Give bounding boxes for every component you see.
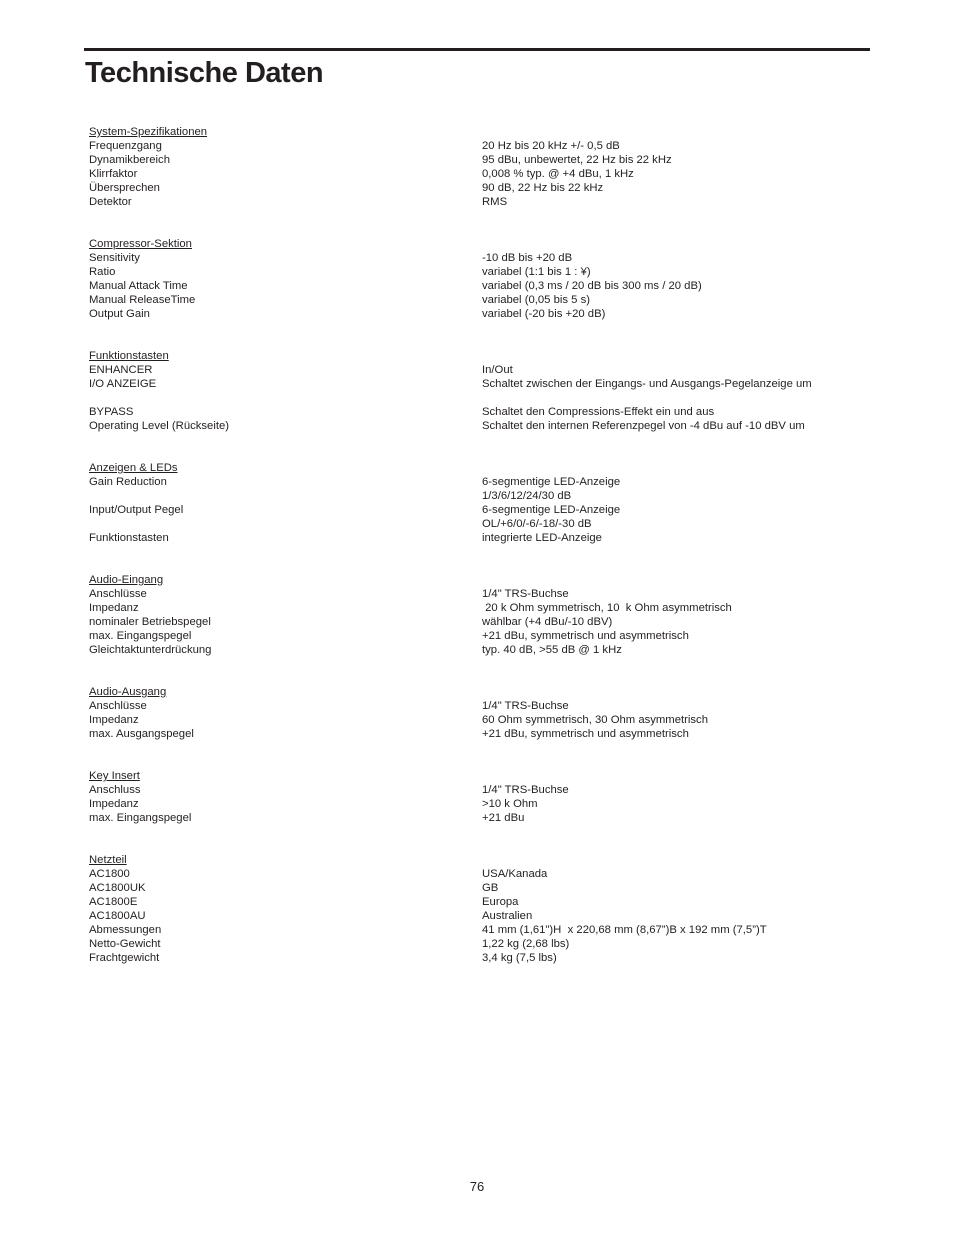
spec-label: Output Gain [89,308,150,320]
spec-value: wählbar (+4 dBu/-10 dBV) [482,616,613,628]
spec-label: Übersprechen [89,182,160,194]
section-title: System-Spezifikationen [89,126,208,138]
spec-value: integrierte LED-Anzeige [482,532,602,544]
section-system-specs [89,125,869,209]
spec-label: ENHANCER [89,364,153,376]
spec-label: Frachtgewicht [89,952,160,964]
spec-value: 6-segmentige LED-Anzeige [482,476,621,488]
section-function-keys [89,349,869,433]
spec-label: Manual ReleaseTime [89,294,196,306]
section-title: Audio-Ausgang [89,686,167,698]
spec-label: Anschluss [89,784,141,796]
spec-value: 0,008 % typ. @ +4 dBu, 1 kHz [482,168,634,180]
spec-label [89,517,482,531]
spec-row [89,475,869,489]
spec-row [89,503,869,517]
spec-value: variabel (0,3 ms / 20 dB bis 300 ms / 20 dB) [482,280,702,292]
spec-value: >10 k Ohm [482,798,538,810]
spec-label [89,489,482,503]
section-audio-output [89,685,869,741]
spec-value: -10 dB bis +20 dB [482,252,573,264]
spec-label: nominaler Betriebspegel [89,616,211,628]
spec-value: typ. 40 dB, >55 dB @ 1 kHz [482,644,622,656]
spec-value: Schaltet zwischen der Eingangs- und Ausgangs-Pegelanzeige um [482,378,812,390]
spec-row [89,881,869,895]
spec-row [89,181,869,195]
spec-row [89,895,869,909]
spec-value: In/Out [482,364,513,376]
spec-row [89,923,869,937]
spec-row [89,727,869,741]
spec-value: 3,4 kg (7,5 lbs) [482,952,557,964]
spec-label: Input/Output Pegel [89,504,184,516]
spec-value: 20 Hz bis 20 kHz +/- 0,5 dB [482,140,620,152]
section-title: Key Insert [89,770,140,782]
spec-row [89,279,869,293]
spec-label [89,391,482,405]
spec-value: 6-segmentige LED-Anzeige [482,504,621,516]
spec-label: Manual Attack Time [89,280,188,292]
spec-value: +21 dBu, symmetrisch und asymmetrisch [482,728,689,740]
spec-value: 1/4" TRS-Buchse [482,588,569,600]
spec-label: Klirrfaktor [89,168,138,180]
spec-label: AC1800 [89,868,130,880]
spec-row [89,937,869,951]
spec-row [89,531,869,545]
spec-value: 1/4" TRS-Buchse [482,784,569,796]
spec-value: Europa [482,896,519,908]
spec-label: Frequenzgang [89,140,162,152]
section-title: Compressor-Sektion [89,238,192,250]
spec-row [89,615,869,629]
spec-row [89,699,869,713]
spec-value: +21 dBu, symmetrisch und asymmetrisch [482,630,689,642]
spec-row [89,307,869,321]
spec-value: Schaltet den Compressions-Effekt ein und aus [482,406,715,418]
spec-label: max. Ausgangspegel [89,728,194,740]
spec-row [89,783,869,797]
spec-row [89,139,869,153]
spec-value: +21 dBu [482,812,525,824]
section-title: Anzeigen & LEDs [89,462,178,474]
spec-label: Anschlüsse [89,588,147,600]
spec-label: Gleichtaktunterdrückung [89,644,212,656]
spec-row [89,251,869,265]
spec-row [89,713,869,727]
spec-value: 1/4" TRS-Buchse [482,700,569,712]
spec-row [89,951,869,965]
section-indicators [89,461,869,545]
spec-row [89,489,869,503]
spec-label: Detektor [89,196,132,208]
spec-label: Operating Level (Rückseite) [89,420,230,432]
spec-label: I/O ANZEIGE [89,378,157,390]
spec-row [89,265,869,279]
section-compressor [89,237,869,321]
spec-row [89,643,869,657]
spec-label: Netto-Gewicht [89,938,161,950]
spec-value: variabel (1:1 bis 1 : ¥) [482,266,591,278]
section-audio-input [89,573,869,657]
spec-label: Ratio [89,266,116,278]
section-title: Netzteil [89,854,127,866]
section-title: Audio-Eingang [89,574,164,586]
spec-row [89,811,869,825]
spec-value: USA/Kanada [482,868,548,880]
spec-value: RMS [482,196,508,208]
spec-row [89,419,869,433]
spec-label: Impedanz [89,602,139,614]
spec-value: 60 Ohm symmetrisch, 30 Ohm asymmetrisch [482,714,708,726]
spec-row [89,587,869,601]
spec-value: variabel (-20 bis +20 dB) [482,308,606,320]
spec-value: 20 k Ohm symmetrisch, 10 k Ohm asymmetrisch [482,602,732,614]
spec-row [89,601,869,615]
spec-value: 1/3/6/12/24/30 dB [482,490,572,502]
spec-value: GB [482,882,499,894]
section-power-supply [89,853,869,965]
spec-value: 95 dBu, unbewertet, 22 Hz bis 22 kHz [482,154,672,166]
spec-value: Australien [482,910,533,922]
spec-row [89,167,869,181]
spec-row [89,797,869,811]
spec-value: 1,22 kg (2,68 lbs) [482,938,570,950]
spec-label: Impedanz [89,798,139,810]
page-title: Technische Daten [85,57,324,89]
spec-row [89,363,869,377]
spec-label: AC1800AU [89,910,146,922]
spec-label: max. Eingangspegel [89,630,192,642]
spec-row [89,377,869,391]
section-key-insert [89,769,869,825]
spec-label: Funktionstasten [89,532,169,544]
header-rule [84,48,870,51]
spec-row [89,629,869,643]
spec-value: 41 mm (1,61")H x 220,68 mm (8,67”)B x 192 mm (7,5”)T [482,924,767,936]
spec-row [89,867,869,881]
spec-label: BYPASS [89,406,134,418]
spec-row [89,405,869,419]
spec-label: AC1800E [89,896,138,908]
spec-label: AC1800UK [89,882,146,894]
spec-label: Gain Reduction [89,476,167,488]
spec-label: Anschlüsse [89,700,147,712]
spec-value: variabel (0,05 bis 5 s) [482,294,590,306]
spec-row [89,153,869,167]
spec-row-spacer [89,391,869,405]
spec-label: Impedanz [89,714,139,726]
spec-label: Abmessungen [89,924,162,936]
spec-sections [89,125,869,993]
spec-label: Sensitivity [89,252,140,264]
spec-label: max. Eingangspegel [89,812,192,824]
spec-row [89,293,869,307]
spec-value: OL/+6/0/-6/-18/-30 dB [482,518,592,530]
spec-row [89,517,869,531]
spec-row [89,195,869,209]
spec-value: Schaltet den internen Referenzpegel von -4 dBu auf -10 dBV um [482,420,805,432]
section-title: Funktionstasten [89,350,169,362]
spec-row [89,909,869,923]
page-number: 76 [469,1179,485,1194]
spec-value [482,391,869,405]
spec-value: 90 dB, 22 Hz bis 22 kHz [482,182,604,194]
spec-label: Dynamikbereich [89,154,170,166]
